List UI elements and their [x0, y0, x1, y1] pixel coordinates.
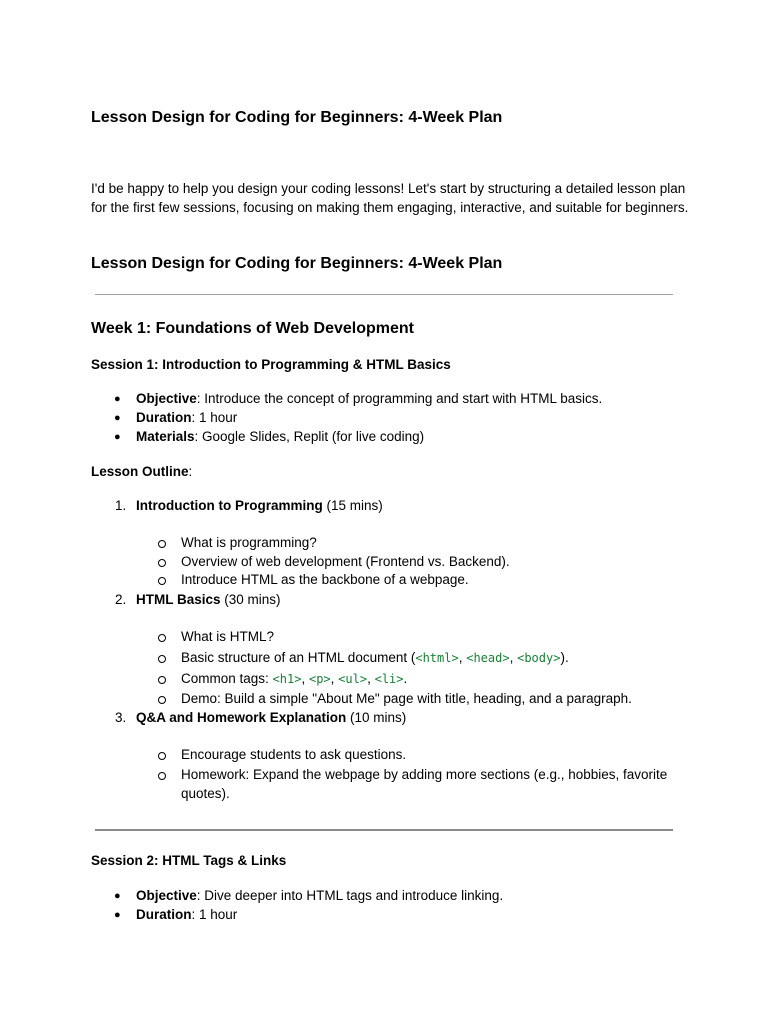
- hollow-bullet-icon: [158, 772, 166, 780]
- bullet-icon: ●: [114, 909, 121, 921]
- hollow-bullet-icon: [158, 559, 166, 567]
- list-number: 2.: [115, 592, 127, 607]
- sub-item: Introduce HTML as the backbone of a webpage.: [181, 572, 469, 587]
- outline-item-3: Q&A and Homework Explanation (10 mins): [136, 710, 407, 725]
- bullet-icon: ●: [114, 393, 121, 405]
- sub-item: Encourage students to ask questions.: [181, 747, 407, 762]
- code-tag: <h1>: [272, 672, 302, 686]
- bullet-duration: Duration: 1 hour: [136, 907, 238, 922]
- session2-heading: Session 2: HTML Tags & Links: [91, 853, 287, 868]
- horizontal-rule: [95, 829, 673, 831]
- code-tag: <li>: [374, 672, 404, 686]
- sub-item: Demo: Build a simple "About Me" page with title, heading, and a paragraph.: [181, 691, 632, 706]
- hollow-bullet-icon: [158, 696, 166, 704]
- document-subtitle: Lesson Design for Coding for Beginners: 4-Week Plan: [91, 255, 503, 272]
- intro-paragraph: I'd be happy to help you design your coding lessons! Let's start by structuring a detailed lesson plan for the first few sessions, focusing on making them engaging, interactive, and suitable for beginners.: [91, 181, 689, 215]
- bullet-duration: Duration: 1 hour: [136, 410, 238, 425]
- horizontal-rule: [95, 294, 673, 295]
- sub-item: What is HTML?: [181, 629, 275, 644]
- session1-heading: Session 1: Introduction to Programming & HTML Basics: [91, 357, 451, 372]
- hollow-bullet-icon: [158, 540, 166, 548]
- bullet-objective: Objective: Dive deeper into HTML tags and introduce linking.: [136, 888, 504, 903]
- bullet-icon: ●: [114, 412, 121, 424]
- code-tag: <p>: [308, 672, 331, 686]
- sub-item-structure: Basic structure of an HTML document (<html>, <head>, <body>).: [181, 650, 569, 665]
- hollow-bullet-icon: [158, 752, 166, 760]
- outline-item-1: Introduction to Programming (15 mins): [136, 498, 383, 513]
- bullet-icon: ●: [114, 431, 121, 443]
- hollow-bullet-icon: [158, 676, 166, 684]
- week1-heading: Week 1: Foundations of Web Development: [91, 320, 414, 337]
- sub-item: Homework: Expand the webpage by adding more sections (e.g., hobbies, favorite: [181, 767, 668, 782]
- bullet-materials: Materials: Google Slides, Replit (for live coding): [136, 429, 425, 444]
- code-tag: <head>: [466, 651, 510, 665]
- hollow-bullet-icon: [158, 655, 166, 663]
- hollow-bullet-icon: [158, 634, 166, 642]
- bullet-objective: Objective: Introduce the concept of programming and start with HTML basics.: [136, 391, 603, 406]
- list-number: 3.: [115, 710, 127, 725]
- sub-item: Overview of web development (Frontend vs. Backend).: [181, 554, 510, 569]
- code-tag: <html>: [415, 651, 459, 665]
- sub-item-common-tags: Common tags: <h1>, <p>, <ul>, <li>.: [181, 671, 408, 686]
- lesson-outline-label: Lesson Outline:: [91, 464, 193, 479]
- list-number: 1.: [115, 498, 127, 513]
- hollow-bullet-icon: [158, 577, 166, 585]
- sub-item: What is programming?: [181, 535, 317, 550]
- document-title: Lesson Design for Coding for Beginners: 4-Week Plan: [91, 109, 503, 126]
- outline-item-2: HTML Basics (30 mins): [136, 592, 281, 607]
- sub-item-continuation: quotes).: [181, 786, 230, 801]
- code-tag: <ul>: [338, 672, 368, 686]
- bullet-icon: ●: [114, 890, 121, 902]
- code-tag: <body>: [517, 651, 561, 665]
